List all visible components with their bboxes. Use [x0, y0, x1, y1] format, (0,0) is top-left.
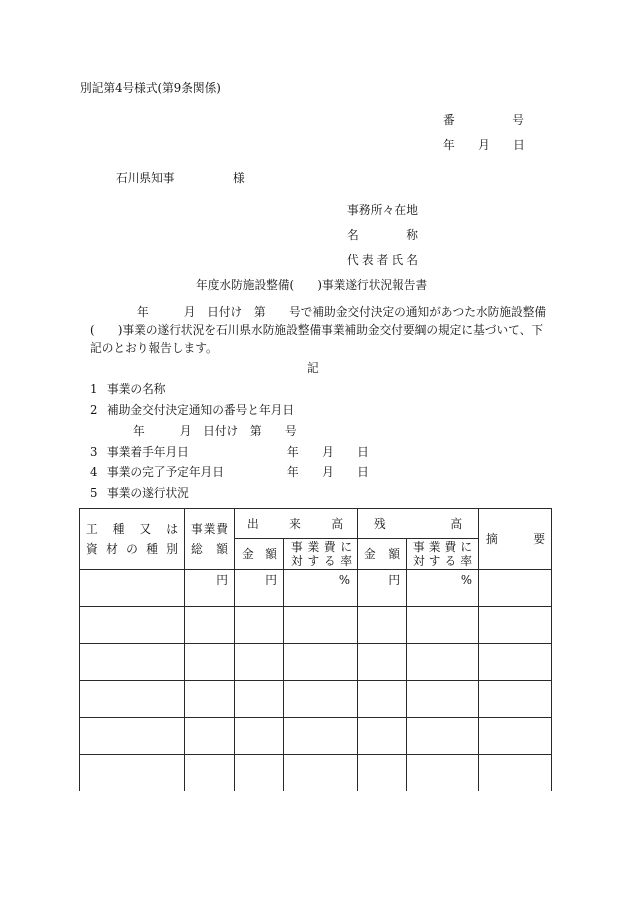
label-glyph: は: [166, 522, 178, 536]
body-line-2: ( )事業の遂行状況を石川県水防施設整備事業補助金交付要綱の規定に基づいて、下: [90, 323, 544, 337]
label-glyph: 総: [191, 542, 203, 556]
header-completed-label: [235, 518, 357, 530]
header-completed-amount: [235, 539, 284, 570]
header-work-type-line-1: [80, 519, 184, 539]
report-title: 年度水防施設整備( )事業遂行状況報告書: [196, 278, 428, 292]
table-cell: [479, 644, 552, 681]
ki-heading: 記: [307, 361, 319, 375]
label-glyph: 者: [376, 253, 389, 267]
unit-remaining-ratio: %: [407, 570, 479, 607]
label-glyph: 々: [382, 203, 395, 217]
header-remaining-ratio-line-1: [407, 540, 478, 554]
label-glyph: 対: [291, 554, 303, 568]
label-glyph: 所: [370, 203, 383, 217]
table-cell: [358, 718, 407, 755]
table-row: [80, 644, 552, 681]
applicant-address-label: [347, 204, 418, 216]
label-glyph: に: [460, 540, 473, 554]
label-glyph: 務: [358, 203, 371, 217]
table-cell: [479, 718, 552, 755]
table-row: [80, 681, 552, 718]
item-3-date: 年 月 日: [287, 445, 369, 459]
header-remarks-label: [479, 533, 551, 545]
label-glyph: 摘: [486, 532, 498, 546]
body-line-1: 年 月 日付け 第 号で補助金交付決定の通知があつた水防施設整備: [137, 305, 547, 319]
applicant-representative-label: [347, 254, 418, 266]
header-remaining-amount-label: [358, 548, 406, 560]
table-cell: [284, 607, 358, 644]
table-cell: [235, 681, 284, 718]
label-glyph: 材: [106, 542, 118, 556]
label-glyph: 工: [86, 522, 98, 536]
label-glyph: 金: [242, 547, 254, 561]
item-5-label: 事業の遂行状況: [107, 486, 189, 500]
label-glyph: 種: [112, 522, 125, 536]
label-glyph: 事: [291, 540, 303, 554]
table-cell: [185, 681, 235, 718]
item-2-number: 2: [90, 403, 98, 417]
table-cell: [185, 644, 235, 681]
header-completed-ratio-line-1: [284, 540, 357, 554]
unit-completed-ratio: %: [284, 570, 358, 607]
label-glyph: 費: [444, 540, 457, 554]
label-glyph: 金: [364, 547, 376, 561]
label-glyph: 率: [460, 554, 473, 568]
item-1-label: 事業の名称: [107, 382, 166, 396]
label-glyph: 費: [323, 540, 336, 554]
header-remaining-ratio: [407, 539, 479, 570]
table-cell: [284, 644, 358, 681]
unit-completed-amount: 円: [235, 570, 284, 607]
body-line-3: 記のとおり報告します。: [90, 341, 218, 355]
header-remaining-label: [358, 518, 478, 530]
header-total-cost: [185, 509, 235, 570]
item-1-number: 1: [90, 382, 98, 396]
label-glyph: 出: [247, 516, 259, 531]
table-cell: [80, 607, 185, 644]
label-glyph: 額: [265, 547, 277, 561]
addressee-name: 石川県知事: [116, 171, 175, 185]
table-cell: [80, 570, 185, 607]
label-glyph: 事: [191, 522, 203, 536]
table-cell: [407, 644, 479, 681]
header-remarks: [479, 509, 552, 570]
label-glyph: 業: [428, 540, 441, 554]
table-cell: [479, 607, 552, 644]
table-cell: [80, 718, 185, 755]
table-cell: [358, 755, 407, 791]
label-glyph: 表: [361, 253, 374, 267]
table-cell: [235, 644, 284, 681]
table-cell: [185, 718, 235, 755]
table-cell: [284, 755, 358, 791]
item-2-label: 補助金交付決定通知の番号と年月日: [107, 403, 295, 417]
label-glyph: 要: [533, 532, 546, 546]
label-glyph: 別: [166, 542, 178, 556]
label-glyph: 残: [374, 516, 386, 531]
table-cell: [185, 607, 235, 644]
header-total-cost-line-2: [185, 539, 234, 559]
label-glyph: の: [126, 542, 138, 556]
label-glyph: 号: [512, 113, 524, 127]
label-glyph: る: [444, 554, 457, 568]
item-5-number: 5: [90, 486, 98, 500]
label-glyph: る: [323, 554, 336, 568]
label-glyph: 名: [406, 253, 418, 267]
label-glyph: 番: [443, 113, 455, 127]
header-work-type-line-2: [80, 539, 184, 559]
table-cell: [407, 607, 479, 644]
label-glyph: 地: [406, 203, 418, 217]
item-3-label: 事業着手年月日: [107, 445, 189, 459]
label-glyph: 高: [331, 516, 344, 531]
label-glyph: 業: [203, 522, 216, 536]
label-glyph: 高: [450, 516, 463, 531]
header-remaining-amount: [358, 539, 407, 570]
label-glyph: 来: [289, 516, 301, 531]
header-completed-amount-label: [235, 548, 283, 560]
label-glyph: に: [340, 540, 353, 554]
label-glyph: 名: [347, 228, 359, 242]
table-cell: [358, 681, 407, 718]
form-reference: 別記第4号様式(第9条関係): [80, 81, 221, 95]
table-cell: [185, 755, 235, 791]
header-completed: [235, 509, 358, 539]
label-glyph: 額: [388, 547, 401, 561]
table-header-row-1: [80, 509, 552, 539]
header-completed-ratio: [284, 539, 358, 570]
table-cell: [235, 607, 284, 644]
item-4-number: 4: [90, 465, 98, 479]
label-glyph: す: [428, 554, 441, 568]
item-4-label: 事業の完了予定年月日: [107, 465, 224, 479]
label-glyph: 事: [413, 540, 425, 554]
table-cell: [284, 681, 358, 718]
label-glyph: 資: [86, 542, 98, 556]
table-cell: [284, 718, 358, 755]
header-remaining-ratio-line-2: [407, 554, 478, 568]
label-glyph: 対: [413, 554, 425, 568]
label-glyph: す: [307, 554, 320, 568]
table-cell: [479, 681, 552, 718]
table-cell: [358, 644, 407, 681]
header-total-cost-line-1: [185, 519, 234, 539]
progress-table: [79, 508, 552, 791]
table-cell: [80, 681, 185, 718]
unit-total-cost: 円: [185, 570, 235, 607]
label-glyph: 氏: [391, 253, 404, 267]
table-cell: [80, 755, 185, 791]
table-cell: [407, 718, 479, 755]
table-cell: [235, 718, 284, 755]
header-work-type: [80, 509, 185, 570]
label-glyph: 代: [347, 253, 359, 267]
label-glyph: 称: [406, 228, 418, 242]
addressee-honorific: 様: [233, 171, 245, 185]
label-glyph: 又: [139, 522, 152, 536]
table-cell: [407, 681, 479, 718]
table-cell: [358, 607, 407, 644]
table-row: [80, 607, 552, 644]
table-cell: [80, 644, 185, 681]
label-glyph: 率: [340, 554, 353, 568]
item-2-detail: 年 月 日付け 第 号: [133, 424, 297, 438]
label-glyph: 在: [394, 203, 407, 217]
applicant-name-label: [347, 229, 418, 241]
header-remaining: [358, 509, 479, 539]
label-glyph: 業: [307, 540, 320, 554]
table-cell: [235, 755, 284, 791]
unit-remaining-amount: 円: [358, 570, 407, 607]
table-cell: [479, 570, 552, 607]
label-glyph: 費: [216, 522, 228, 536]
table-row: [80, 755, 552, 791]
label-glyph: 額: [216, 542, 228, 556]
document-date-blank: 年 月 日: [443, 138, 525, 152]
label-glyph: 事: [347, 203, 359, 217]
table-cell: [479, 755, 552, 791]
document-number-label: [443, 114, 524, 126]
label-glyph: 種: [146, 542, 158, 556]
table-row: [80, 570, 552, 607]
item-3-number: 3: [90, 445, 98, 459]
table-row: [80, 718, 552, 755]
header-completed-ratio-line-2: [284, 554, 357, 568]
item-4-date: 年 月 日: [287, 465, 369, 479]
table-cell: [407, 755, 479, 791]
